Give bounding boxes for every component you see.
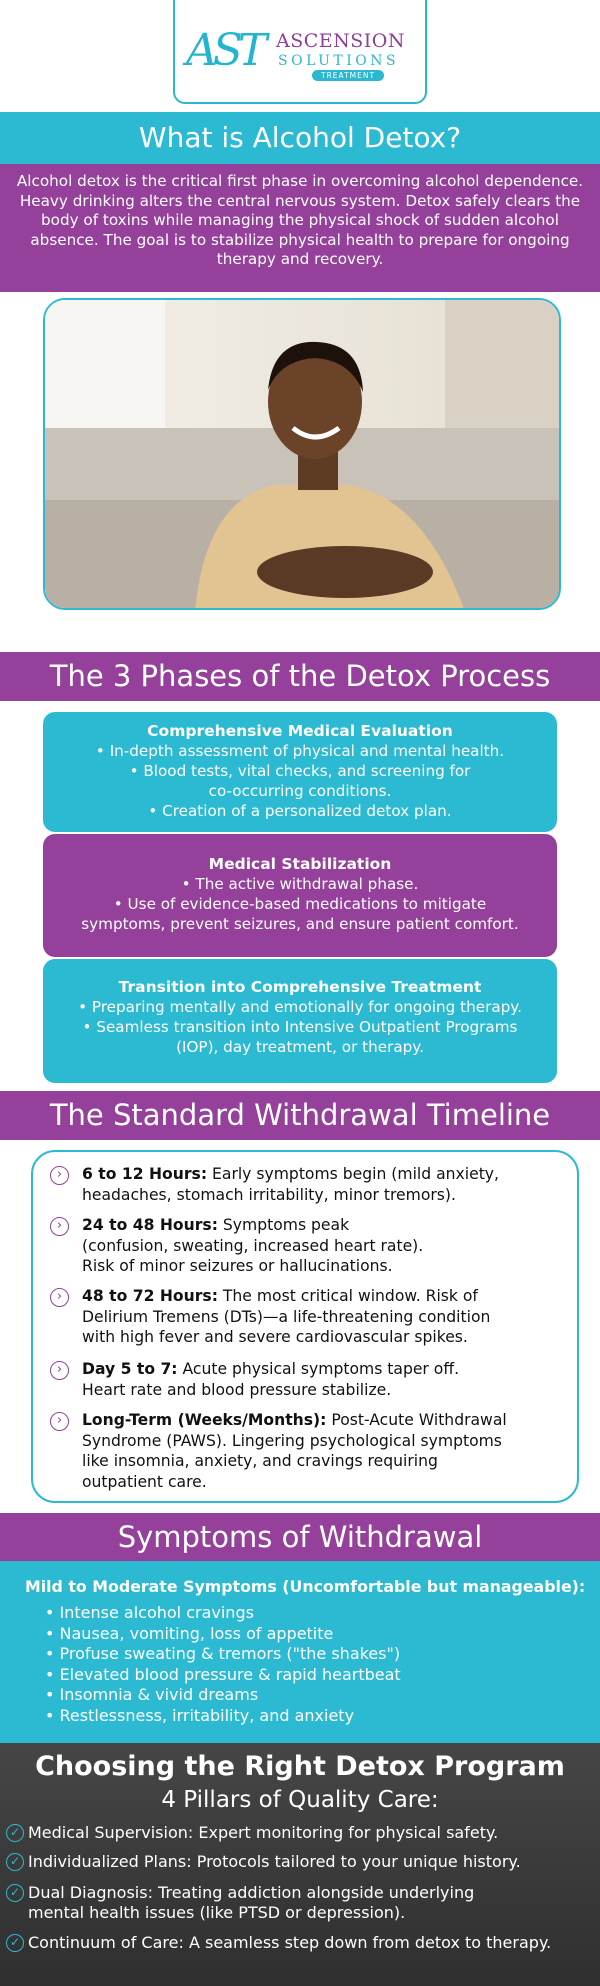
program-panel bbox=[0, 1743, 600, 1986]
timeline-text: Heart rate and blood pressure stabilize. bbox=[82, 1380, 392, 1399]
phase-line: • The active withdrawal phase. bbox=[181, 875, 419, 893]
hero-photo bbox=[43, 298, 561, 610]
section-title: Symptoms of Withdrawal bbox=[117, 1520, 483, 1554]
logo-wordmark-line1: ASCENSION bbox=[276, 30, 405, 52]
timeline-text: like insomnia, anxiety, and cravings requiring bbox=[82, 1452, 438, 1470]
timeline-item bbox=[56, 1359, 592, 1400]
pillar-text: mental health issues (like PTSD or depression). bbox=[28, 1903, 406, 1922]
check-circle-icon: ✓ bbox=[6, 1853, 24, 1871]
list-item: • Nausea, vomiting, loss of appetite bbox=[45, 1623, 334, 1643]
pillar-item bbox=[6, 1823, 596, 1843]
section-title: The 3 Phases of the Detox Process bbox=[49, 659, 551, 693]
timeline-text: Risk of minor seizures or hallucinations. bbox=[82, 1257, 393, 1275]
intro-paragraph: Alcohol detox is the critical first phase in overcoming alcohol dependence. Heavy drinking alters the central nervous system. Detox safely clears the body of toxins while managing the physical shock of sudden alcohol absence. The goal is to stabilize physical health to prepare for ongoing therapy and recovery. bbox=[0, 164, 600, 292]
timeline-item bbox=[56, 1286, 592, 1348]
check-circle-icon: ✓ bbox=[6, 1884, 24, 1902]
timeline-text: Delirium Tremens (DTs)—a life-threatening condition bbox=[82, 1307, 491, 1326]
check-circle-icon: ✓ bbox=[6, 1934, 24, 1952]
phase-line: • Seamless transition into Intensive Outpatient Programs bbox=[82, 1018, 518, 1036]
phase-line: • Preparing mentally and emotionally for ongoing therapy. bbox=[78, 998, 522, 1016]
chevron-right-icon: › bbox=[50, 1217, 69, 1236]
phase-card-transition bbox=[43, 959, 557, 1083]
section-title: The Standard Withdrawal Timeline bbox=[49, 1098, 551, 1132]
phase-line: (IOP), day treatment, or therapy. bbox=[176, 1038, 424, 1056]
phase-title: Comprehensive Medical Evaluation bbox=[147, 722, 453, 740]
timeline-text: outpatient care. bbox=[82, 1472, 207, 1491]
timeline-box bbox=[31, 1150, 579, 1503]
timeline-label: Long-Term (Weeks/Months): bbox=[82, 1411, 327, 1429]
timeline-item bbox=[56, 1410, 592, 1492]
timeline-label: 6 to 12 Hours: bbox=[82, 1165, 208, 1183]
chevron-right-icon: › bbox=[50, 1412, 69, 1431]
symptoms-heading: Mild to Moderate Symptoms (Uncomfortable but manageable): bbox=[25, 1577, 586, 1596]
pillar-item bbox=[6, 1852, 596, 1872]
timeline-item bbox=[56, 1164, 592, 1205]
chevron-right-icon: › bbox=[50, 1166, 69, 1185]
section-title: What is Alcohol Detox? bbox=[138, 121, 462, 154]
chevron-right-icon: › bbox=[50, 1361, 69, 1380]
pillar-text: Medical Supervision: Expert monitoring for physical safety. bbox=[28, 1823, 499, 1842]
timeline-text: Symptoms peak bbox=[217, 1216, 350, 1234]
list-item: • Insomnia & vivid dreams bbox=[45, 1685, 259, 1705]
smiling-man-illustration bbox=[45, 300, 561, 610]
logo-mark: AST bbox=[186, 25, 263, 76]
timeline-label: 48 to 72 Hours: bbox=[82, 1287, 218, 1305]
phase-card-evaluation bbox=[43, 712, 557, 832]
pillar-item bbox=[6, 1933, 596, 1953]
list-item: • Restlessness, irritability, and anxiety bbox=[45, 1705, 355, 1725]
section-header-what-is-detox bbox=[0, 112, 600, 164]
program-title: Choosing the Right Detox Program bbox=[35, 1751, 565, 1782]
pillar-text: Individualized Plans: Protocols tailored to your unique history. bbox=[28, 1852, 521, 1871]
phase-title: Medical Stabilization bbox=[208, 855, 392, 873]
phase-line: • Creation of a personalized detox plan. bbox=[148, 802, 452, 820]
phase-line: • In-depth assessment of physical and mental health. bbox=[95, 742, 505, 760]
list-item: • Intense alcohol cravings bbox=[45, 1603, 254, 1622]
phase-line: symptoms, prevent seizures, and ensure patient comfort. bbox=[81, 915, 519, 933]
section-header-timeline bbox=[0, 1091, 600, 1140]
timeline-text: (confusion, sweating, increased heart rate). bbox=[82, 1236, 424, 1255]
logo-wordmark-line3: TREATMENT bbox=[312, 70, 384, 81]
timeline-text: with high fever and severe cardiovascular spikes. bbox=[82, 1328, 468, 1346]
phase-card-stabilization bbox=[43, 834, 557, 957]
program-subtitle: 4 Pillars of Quality Care: bbox=[161, 1787, 439, 1813]
phase-line: • Use of evidence-based medications to mitigate bbox=[113, 895, 487, 913]
logo-wordmark-line2: SOLUTIONS bbox=[278, 53, 400, 69]
timeline-text: headaches, stomach irritability, minor tremors). bbox=[82, 1185, 456, 1204]
chevron-right-icon: › bbox=[50, 1288, 69, 1307]
pillar-text: Continuum of Care: A seamless step down from detox to therapy. bbox=[28, 1933, 552, 1952]
timeline-item bbox=[56, 1215, 592, 1277]
pillar-item bbox=[6, 1883, 596, 1923]
list-item: • Elevated blood pressure & rapid heartbeat bbox=[45, 1664, 401, 1684]
timeline-text: Post-Acute Withdrawal bbox=[326, 1411, 507, 1429]
list-item: • Profuse sweating & tremors ("the shakes") bbox=[45, 1644, 401, 1664]
pillar-text: Dual Diagnosis: Treating addiction alongside underlying bbox=[28, 1883, 475, 1902]
symptoms-panel bbox=[0, 1561, 600, 1743]
section-header-symptoms bbox=[0, 1513, 600, 1561]
timeline-text: Early symptoms begin (mild anxiety, bbox=[207, 1165, 499, 1183]
timeline-label: 24 to 48 Hours: bbox=[82, 1216, 218, 1234]
timeline-text: The most critical window. Risk of bbox=[217, 1287, 478, 1305]
timeline-text: Syndrome (PAWS). Lingering psychological symptoms bbox=[82, 1431, 502, 1450]
timeline-text: Acute physical symptoms taper off. bbox=[177, 1360, 460, 1378]
phase-line: co-occurring conditions. bbox=[208, 782, 392, 800]
phase-title: Transition into Comprehensive Treatment bbox=[118, 978, 482, 996]
phase-line: • Blood tests, vital checks, and screening for bbox=[129, 762, 471, 780]
check-circle-icon: ✓ bbox=[6, 1824, 24, 1842]
symptoms-list bbox=[45, 1603, 401, 1727]
timeline-label: Day 5 to 7: bbox=[82, 1360, 178, 1378]
section-header-phases bbox=[0, 652, 600, 701]
